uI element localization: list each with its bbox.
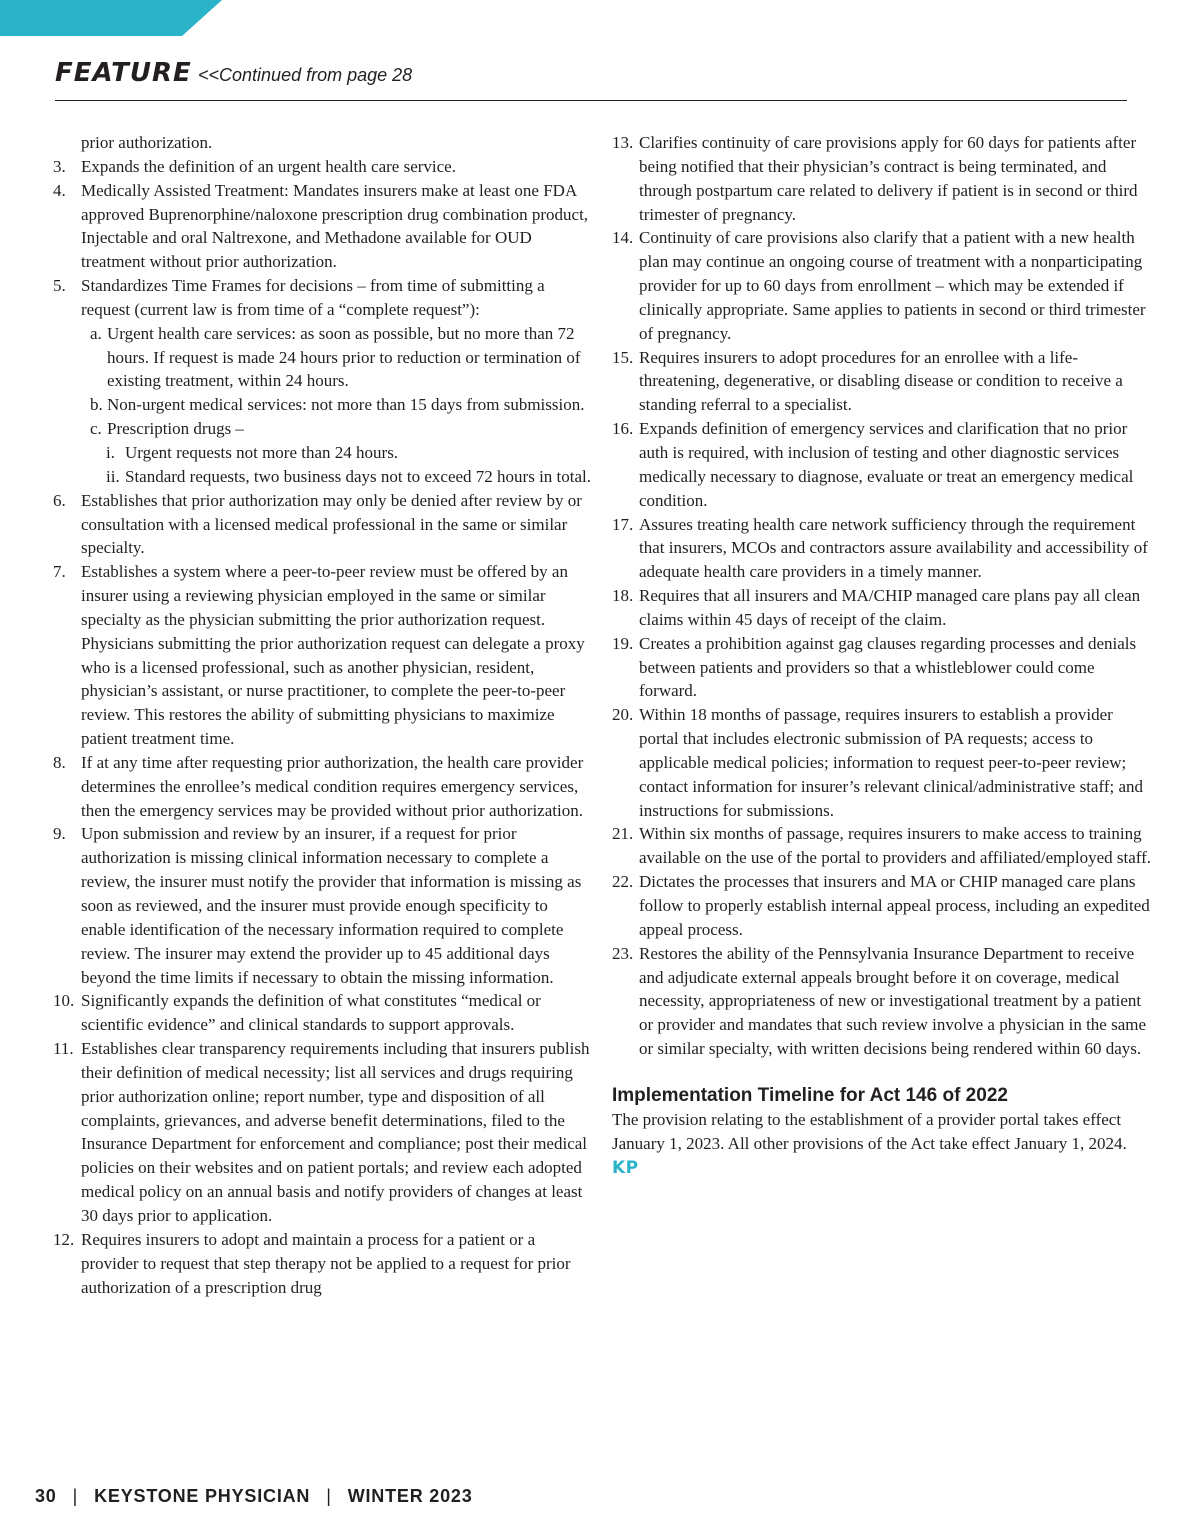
- list-number: ii.: [106, 466, 120, 486]
- list-item-text: Within six months of passage, requires insurers to make access to training available on the use of the portal to providers and affiliated/employed staff.: [639, 824, 1152, 868]
- list-number: 15.: [612, 347, 634, 367]
- list-item-text: Establishes that prior authorization may only be denied after review by or consultation with a licensed medical professional in the same or similar specialty.: [81, 490, 582, 558]
- list-item-text: Standardizes Time Frames for decisions – from time of submitting a request (current law is from time of a “complete request”):: [81, 276, 545, 319]
- page-header: [55, 58, 1127, 101]
- list-number: 22.: [612, 872, 634, 892]
- sub-list-item: [53, 417, 593, 441]
- list-number: 16.: [612, 419, 634, 439]
- list-number: 6.: [53, 490, 66, 510]
- implementation-paragraph: [612, 1108, 1152, 1181]
- list-item-text: Establishes a system where a peer-to-peer review must be offered by an insurer using a reviewing physician employed in the same or similar specialty as the physician submitting the prior authorization request. Physicians submitting the prior authorization request can delegate a proxy who is a licensed professional, such as another physician, resident, physician’s assistant, or nurse practitioner, to complete the peer-to-peer review. This restores the ability of submitting physicians to maximize patient treatment time.: [81, 562, 585, 749]
- list-item-text: Creates a prohibition against gag clauses regarding processes and denials between patients and providers so that a whistleblower could come forward.: [639, 633, 1137, 701]
- continued-text: prior authorization.: [81, 133, 213, 152]
- section-label: FEATURE: [55, 58, 192, 88]
- list-number: 10.: [53, 991, 75, 1011]
- kp-end-mark-logo: KP: [612, 1157, 639, 1178]
- list-number: 18.: [612, 586, 634, 606]
- list-number: 20.: [612, 705, 634, 725]
- list-item-text: If at any time after requesting prior authorization, the health care provider determines the enrollee’s medical condition requires emergency services, then the emergency services may be provided without prior authorization.: [81, 752, 584, 820]
- list-item: [53, 489, 593, 561]
- list-item-text: Expands definition of emergency services and clarification that no prior auth is required, with inclusion of testing and other diagnostic services medically necessary to diagnose, evaluate or treat an emergency medical condition.: [639, 419, 1134, 510]
- list-number: 23.: [612, 943, 634, 963]
- list-number: 21.: [612, 824, 634, 844]
- list-number: 11.: [53, 1039, 74, 1059]
- list-number: 17.: [612, 514, 634, 534]
- list-item-text: Requires insurers to adopt and maintain a process for a patient or a provider to request that step therapy not be applied to a request for prior authorization of a prescription drug: [81, 1229, 571, 1297]
- list-item-text: Standard requests, two business days not to exceed 72 hours in total.: [125, 466, 592, 486]
- list-number: 5.: [53, 276, 66, 296]
- list-number: 13.: [612, 133, 634, 152]
- list-number: 9.: [53, 824, 66, 844]
- list-item: [53, 560, 593, 751]
- list-item-text: Expands the definition of an urgent health care service.: [81, 156, 456, 176]
- implementation-text: The provision relating to the establishment of a provider portal takes effect January 1, 2023. All other provisions of the Act take effect January 1, 2024.: [612, 1109, 1127, 1153]
- list-item: [53, 1037, 593, 1228]
- list-item: [612, 346, 1152, 418]
- list-item: [53, 989, 593, 1037]
- right-column: [612, 131, 1152, 1180]
- list-number: 19.: [612, 633, 634, 653]
- list-item-text: Non-urgent medical services: not more than 15 days from submission.: [107, 395, 585, 415]
- list-number: c.: [90, 419, 102, 439]
- list-item: [53, 155, 593, 179]
- list-item: [612, 131, 1152, 226]
- list-number: 3.: [53, 156, 66, 176]
- list-number: i.: [106, 442, 115, 462]
- list-item: [612, 513, 1152, 585]
- list-item: [612, 870, 1152, 942]
- list-item-text: Prescription drugs –: [107, 419, 244, 439]
- list-item-text: Establishes clear transparency requirements including that insurers publish their definition of medical necessity; list all services and drugs requiring prior authorization online; report number, type and disposition of all complaints, grievances, and adverse benefit determinations, filed to the Insurance Department for enforcement and compliance; post their medical policies on their websites and on patient portals; and review each adopted medical policy on an annual basis and notify providers of changes at least 30 days prior to application.: [81, 1039, 590, 1225]
- list-item-text: Urgent health care services: as soon as possible, but no more than 72 hours. If request is made 24 hours prior to reduction or termination of existing treatment, within 24 hours.: [107, 323, 581, 391]
- sub-list-item: [53, 322, 593, 394]
- list-item-text: Requires insurers to adopt procedures for an enrollee with a life-threatening, degenerative, or disabling disease or condition to receive a standing referral to a specialist.: [639, 347, 1123, 415]
- corner-accent-tab: [0, 0, 222, 36]
- left-column: [53, 131, 593, 1299]
- list-item: [612, 942, 1152, 1061]
- list-number: 8.: [53, 752, 66, 772]
- list-item: [612, 822, 1152, 870]
- list-item: [53, 179, 593, 274]
- list-number: a.: [90, 323, 102, 343]
- list-item: [612, 703, 1152, 822]
- list-item-text: Significantly expands the definition of what constitutes “medical or scientific evidence” and clinical standards to support approvals.: [81, 991, 541, 1035]
- list-item: [612, 417, 1152, 512]
- list-item: [53, 751, 593, 823]
- list-number: 12.: [53, 1229, 75, 1249]
- list-item: [612, 584, 1152, 632]
- list-item: [53, 274, 593, 322]
- footer-separator: |: [326, 1486, 332, 1506]
- issue-name: WINTER 2023: [347, 1486, 473, 1506]
- list-number: 4.: [53, 180, 66, 200]
- list-item: [53, 1228, 593, 1300]
- page-number: 30: [35, 1486, 57, 1506]
- list-number: 14.: [612, 228, 634, 248]
- sub-list-item: [53, 393, 593, 417]
- list-number: 7.: [53, 562, 66, 582]
- section-heading: Implementation Timeline for Act 146 of 2022: [612, 1084, 1008, 1106]
- list-item-text: Restores the ability of the Pennsylvania Insurance Department to receive and adjudicate external appeals brought before it on coverage, medical necessity, appropriateness of new or investigational treatment by a patient or provider and mandates that such review involve a physician in the same or similar specialty, with written decisions being rendered within 60 days.: [639, 943, 1147, 1059]
- list-item-text: Within 18 months of passage, requires insurers to establish a provider portal that includes electronic submission of PA requests; access to applicable medical policies; information to request peer-to-peer review; contact information for insurer’s relevant clinical/administrative staff; and instructions for submissions.: [639, 705, 1144, 820]
- list-item-text: Continuity of care provisions also clarify that a patient with a new health plan may continue an ongoing course of treatment with a nonparticipating provider for up to 60 days from enrollment – which may be extended if clinically appropriate. Same applies to patients in second or third trimester of pregnancy.: [639, 228, 1146, 343]
- sub-sub-list-item: [53, 441, 593, 465]
- list-item-text: Urgent requests not more than 24 hours.: [125, 442, 399, 462]
- list-item-text: Requires that all insurers and MA/CHIP managed care plans pay all clean claims within 45 days of receipt of the claim.: [639, 586, 1141, 629]
- list-item-text: Medically Assisted Treatment: Mandates insurers make at least one FDA approved Buprenorphine/naloxone prescription drug combination product, Injectable and oral Naltrexone, and Methadone available for OUD treatment without prior authorization.: [81, 180, 589, 272]
- list-item: [612, 632, 1152, 704]
- page-footer: [35, 1486, 473, 1507]
- list-item: [612, 226, 1152, 345]
- publication-name: KEYSTONE PHYSICIAN: [94, 1486, 311, 1506]
- sub-sub-list-item: [53, 465, 593, 489]
- list-item-text: Upon submission and review by an insurer, if a request for prior authorization is missing clinical information necessary to complete a review, the insurer must notify the provider that information is missing as soon as reviewed, and the insurer must provide enough specificity to enable identification of the necessary information required to complete review. The insurer may extend the provider up to 45 additional days beyond the time limits if necessary to obtain the missing information.: [81, 824, 582, 987]
- list-item-text: Assures treating health care network sufficiency through the requirement that insurers, MCOs and contractors assure availability and accessibility of adequate health care providers in a timely manner.: [639, 514, 1148, 582]
- list-number: b.: [90, 395, 103, 415]
- continued-link[interactable]: <<Continued from page 28: [198, 65, 413, 85]
- list-item-text: Dictates the processes that insurers and MA or CHIP managed care plans follow to properly establish internal appeal process, including an expedited appeal process.: [639, 872, 1150, 939]
- footer-separator: |: [72, 1486, 79, 1506]
- list-item: [53, 822, 593, 989]
- list-item-text: Clarifies continuity of care provisions apply for 60 days for patients after being notified that their physician’s contract is being terminated, and through postpartum care related to delivery if patient is in second or third trimester of pregnancy.: [639, 133, 1138, 224]
